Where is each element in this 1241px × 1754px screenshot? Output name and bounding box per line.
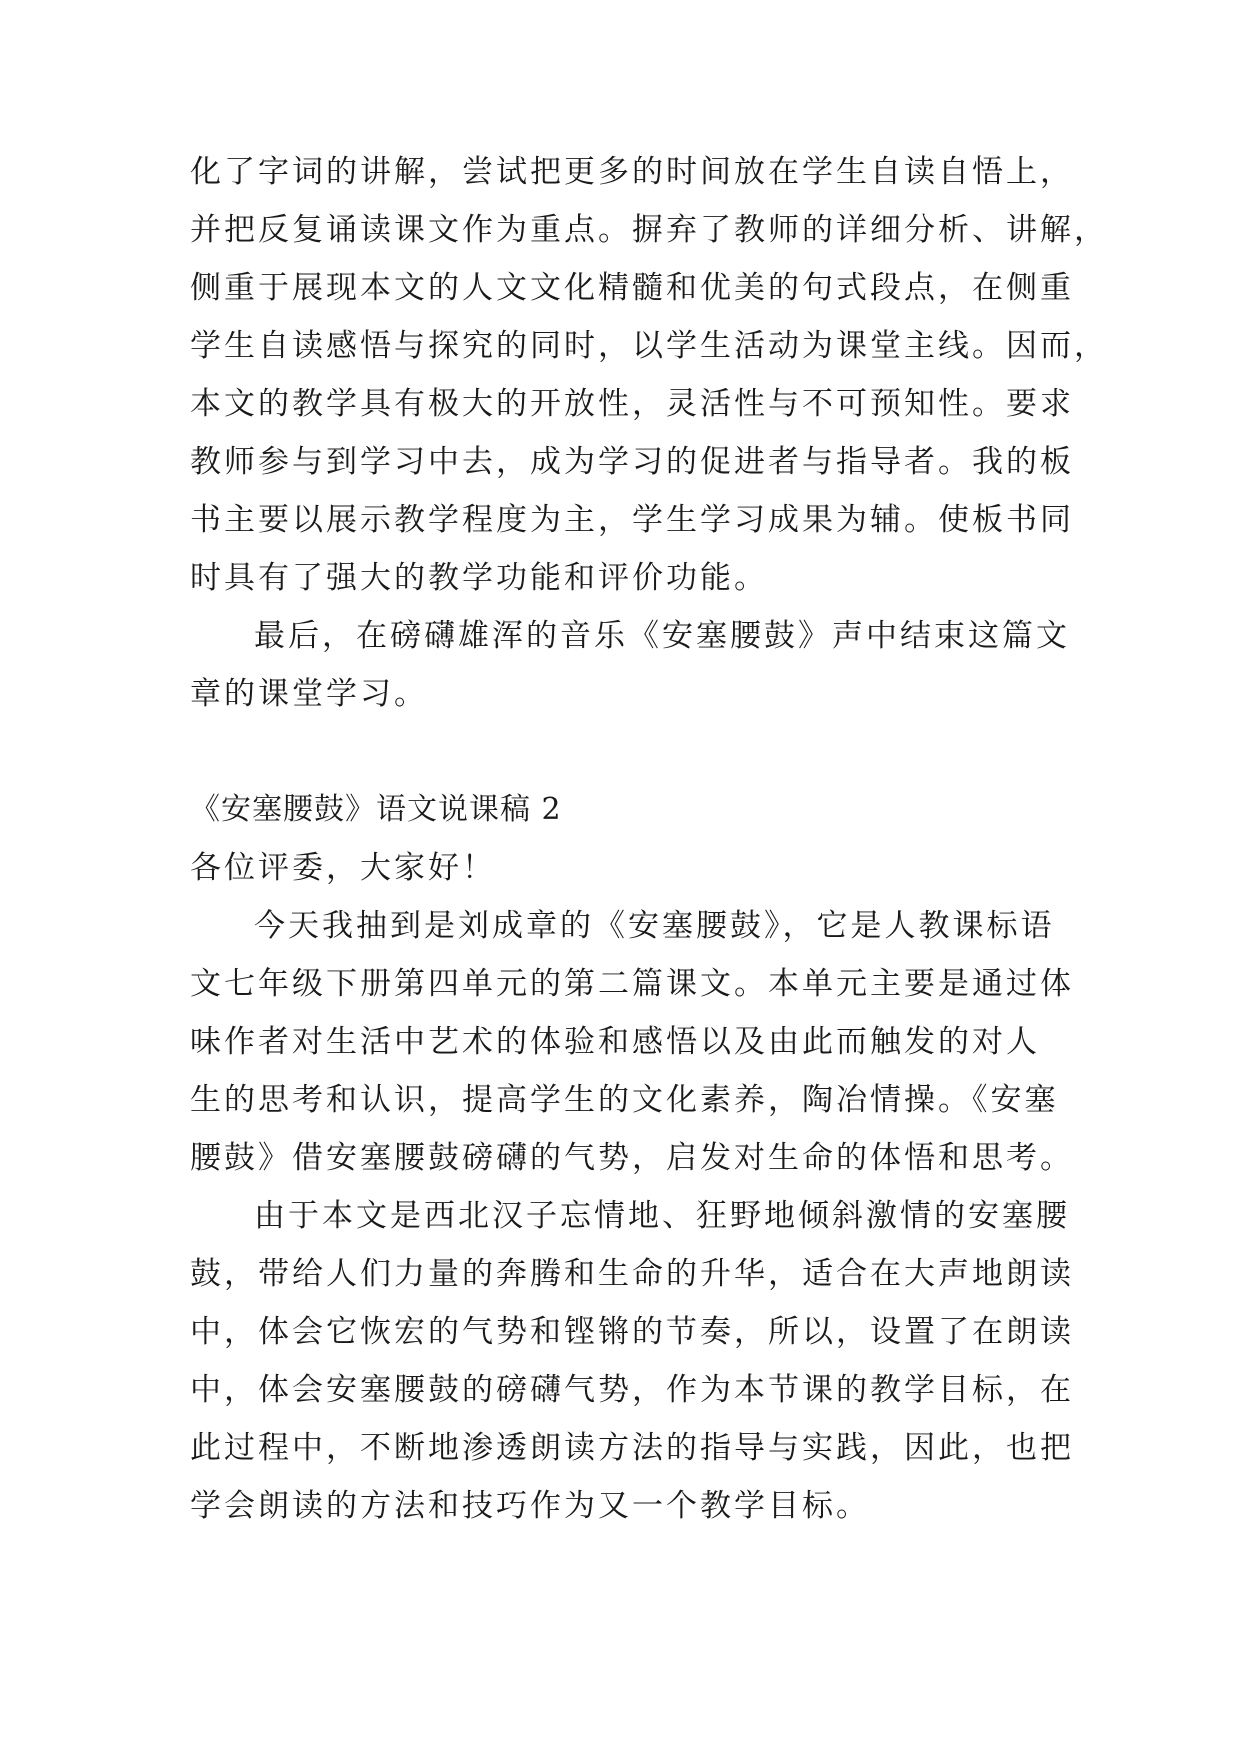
paragraph-line: 教师参与到学习中去，成为学习的促进者与指导者。我的板 [190, 444, 1074, 480]
paragraph-line: 书主要以展示教学程度为主，学生学习成果为辅。使板书同 [190, 502, 1074, 538]
paragraph-line: 生的思考和认识，提高学生的文化素养，陶冶情操。《安塞 [190, 1082, 1059, 1118]
paragraph-line: 今天我抽到是刘成章的《安塞腰鼓》，它是人教课标语 [254, 908, 1055, 944]
section-title: 《安塞腰鼓》语文说课稿 2 [190, 792, 562, 827]
paragraph-line: 章的课堂学习。 [190, 676, 428, 712]
paragraph-line: 时具有了强大的教学功能和评价功能。 [190, 560, 768, 596]
paragraph-line: 由于本文是西北汉子忘情地、狂野地倾斜激情的安塞腰 [254, 1198, 1070, 1234]
paragraph-line: 侧重于展现本文的人文文化精髓和优美的句式段点，在侧重 [190, 270, 1074, 306]
paragraph-line: 中，体会它恢宏的气势和铿锵的节奏，所以，设置了在朗读 [190, 1314, 1074, 1350]
greeting: 各位评委，大家好！ [190, 850, 496, 886]
paragraph-line: 文七年级下册第四单元的第二篇课文。本单元主要是通过体 [190, 966, 1074, 1002]
paragraph-line: 学会朗读的方法和技巧作为又一个教学目标。 [190, 1488, 870, 1524]
paragraph-line: 学生自读感悟与探究的同时，以学生活动为课堂主线。因而， [190, 328, 1108, 364]
paragraph-line: 最后，在磅礴雄浑的音乐《安塞腰鼓》声中结束这篇文 [254, 618, 1070, 654]
paragraph-line: 腰鼓》借安塞腰鼓磅礴的气势，启发对生命的体悟和思考。 [190, 1140, 1074, 1176]
paragraph-line: 中，体会安塞腰鼓的磅礴气势，作为本节课的教学目标，在 [190, 1372, 1074, 1408]
paragraph-line: 并把反复诵读课文作为重点。摒弃了教师的详细分析、讲解， [190, 212, 1108, 248]
paragraph-line: 鼓，带给人们力量的奔腾和生命的升华，适合在大声地朗读 [190, 1256, 1074, 1292]
paragraph-line: 本文的教学具有极大的开放性，灵活性与不可预知性。要求 [190, 386, 1074, 422]
paragraph-line: 此过程中，不断地渗透朗读方法的指导与实践，因此，也把 [190, 1430, 1074, 1466]
paragraph-line: 味作者对生活中艺术的体验和感悟以及由此而触发的对人 [190, 1024, 1040, 1060]
paragraph-line: 化了字词的讲解，尝试把更多的时间放在学生自读自悟上， [190, 154, 1074, 190]
